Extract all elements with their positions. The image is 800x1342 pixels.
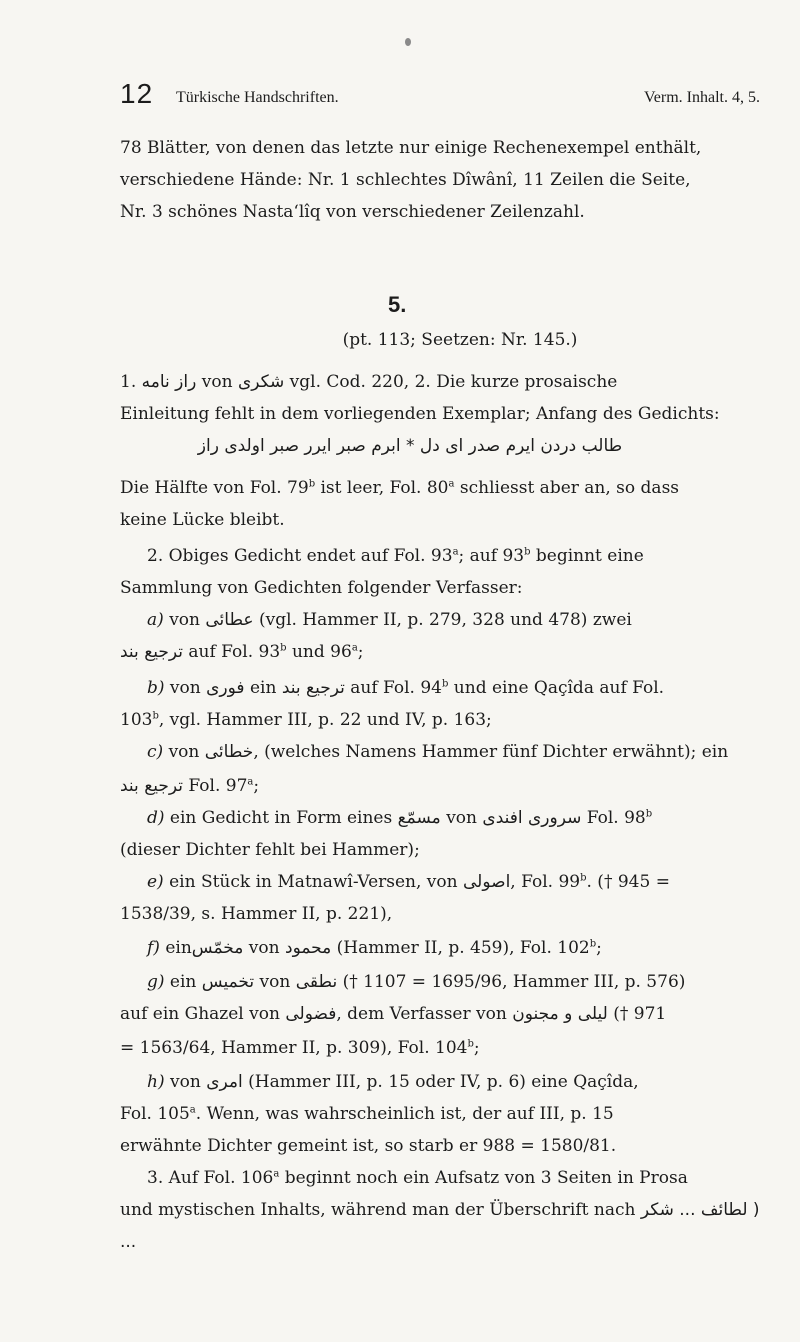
entry-h-line-3: erwähnte Dichter gemeint ist, so starb er 988 = 1580/81. — [120, 1136, 617, 1156]
intro-line-2: verschiedene Hände: Nr. 1 schlechtes Dîwânî, 11 Zeilen die Seite, — [120, 170, 691, 190]
entry-c-line-1: c) von خطائی, (welches Namens Hammer fünf Dichter erwähnt); ein — [147, 742, 729, 762]
entry-d-line-2: (dieser Dichter fehlt bei Hammer); — [120, 840, 420, 860]
entry-a-line-2: ترجیع بند auf Fol. 93$^b$ und 96$^a$; — [120, 642, 364, 662]
intro-line-1: 78 Blätter, von denen das letzte nur einige Rechenexempel enthält, — [120, 138, 702, 158]
arabic-author: شکری — [237, 372, 285, 392]
arabic-verse: طالب دردن ایرم صدر ای دل * ابرم صبر ایرر صبر اولدی راز — [197, 436, 623, 456]
arabic-title: راز نامه — [141, 372, 197, 392]
entry-e-line-2: 1538/39, s. Hammer II, p. 221), — [120, 904, 393, 924]
entry-a-line-1: a) von عطائی (vgl. Hammer II, p. 279, 328 und 478) zwei — [147, 610, 632, 630]
running-section: Verm. Inhalt. 4, 5. — [644, 89, 760, 106]
entry-b-line-2: 103$^b$, vgl. Hammer III, p. 22 und IV, p. 163; — [120, 710, 492, 730]
intro-line-3: Nr. 3 schönes Nasta‘lîq von verschiedener Zeilenzahl. — [120, 202, 585, 222]
section-source: (pt. 113; Seetzen: Nr. 145.) — [342, 330, 578, 350]
entry-h-line-2: Fol. 105$^a$. Wenn, was wahrscheinlich ist, der auf III, p. 15 — [120, 1104, 614, 1124]
entry-g-line-1: g) ein تخمیس von نطقی († 1107 = 1695/96, Hammer III, p. 576) — [147, 972, 686, 992]
item3-line-2: und mystischen Inhalts, während man der Überschrift nach ( لطائف ... شکر ... — [120, 1200, 760, 1252]
entry-h-line-1: h) von امری (Hammer III, p. 15 oder IV, p. 6) eine Qaçîda, — [147, 1072, 639, 1092]
page-number: 12 — [120, 78, 154, 109]
page-mark — [405, 38, 411, 46]
item1-line-1: 1. راز نامه von شکری vgl. Cod. 220, 2. Die kurze prosaische — [120, 372, 618, 392]
entry-d-line-1: d) ein Gedicht in Form eines مسمّع von سروری افندی Fol. 98$^b$ — [147, 808, 653, 828]
item2-line-2: Sammlung von Gedichten folgender Verfasser: — [120, 578, 523, 598]
entry-e-line-1: e) ein Stück in Matnawî-Versen, von اصولی, Fol. 99$^b$. († 945 = — [147, 872, 670, 892]
section-number: 5. — [388, 292, 407, 317]
entry-c-line-2: ترجیع بند Fol. 97$^a$; — [120, 776, 260, 796]
entry-g-line-3: = 1563/64, Hammer II, p. 309), Fol. 104$^b$; — [120, 1038, 480, 1058]
item2-line-1: 2. Obiges Gedicht endet auf Fol. 93$^a$; auf 93$^b$ beginnt eine — [147, 546, 644, 566]
entry-b-line-1: b) von فوری ein ترجیع بند auf Fol. 94$^b$ und eine Qaçîda auf Fol. — [147, 678, 665, 698]
item3-line-1: 3. Auf Fol. 106$^a$ beginnt noch ein Aufsatz von 3 Seiten in Prosa — [147, 1168, 688, 1188]
entry-g-line-2: auf ein Ghazel von فضولی, dem Verfasser von لیلی و مجنون († 971 — [120, 1004, 667, 1024]
entry-f-line-1: f) einمخمّس von محمود (Hammer II, p. 459), Fol. 102$^b$; — [147, 938, 602, 958]
item1-line-4: Die Hälfte von Fol. 79$^b$ ist leer, Fol. 80$^a$ schliesst aber an, so dass — [120, 478, 680, 498]
item1-line-5: keine Lücke bleibt. — [120, 510, 285, 530]
item1-line-2: Einleitung fehlt in dem vorliegenden Exemplar; Anfang des Gedichts: — [120, 404, 720, 424]
running-title: Türkische Handschriften. — [176, 89, 339, 106]
